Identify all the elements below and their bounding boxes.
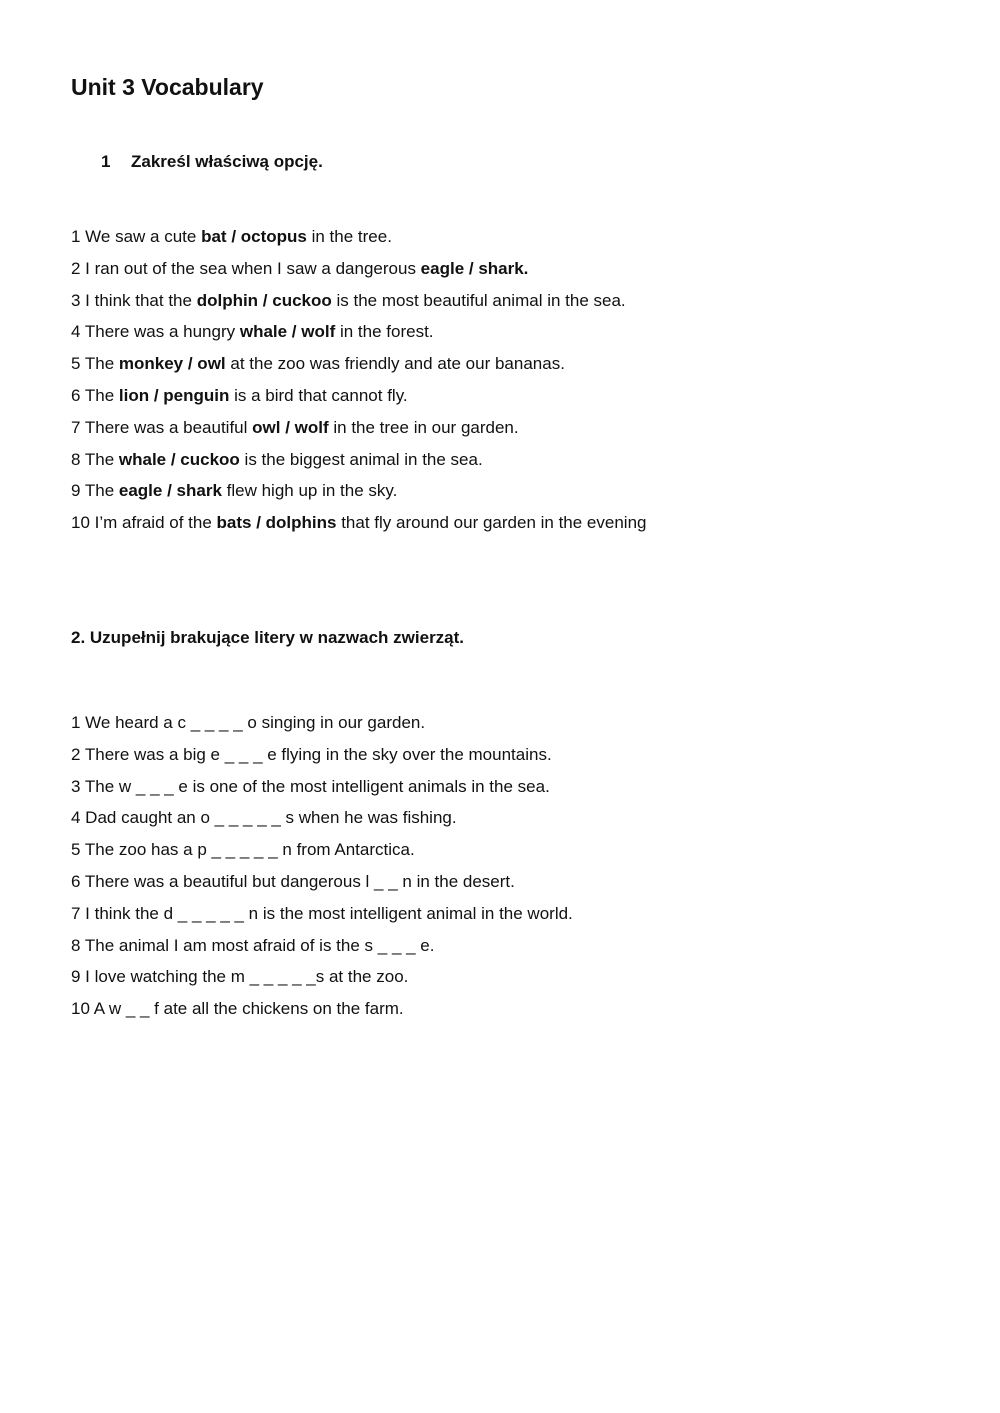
answer-options[interactable]: eagle / shark. — [420, 258, 529, 278]
answer-options[interactable]: whale / wolf — [239, 322, 336, 342]
item-text: 4 There was a hungry — [71, 322, 240, 342]
list-item — [71, 511, 646, 543]
answer-options[interactable]: monkey / owl — [118, 354, 226, 374]
answer-options[interactable]: eagle / shark — [118, 481, 222, 501]
item-text: 6 The — [71, 385, 119, 405]
item-text: in the tree in our garden. — [328, 417, 519, 437]
answer-options[interactable]: dolphin / cuckoo — [196, 290, 332, 310]
item-text: is the biggest animal in the sea. — [239, 449, 483, 469]
list-item — [71, 479, 646, 511]
exercise-2-heading: 2. Uzupełnij brakujące litery w nazwach zwierząt. — [71, 628, 465, 647]
list-item: 7 I think the d _ _ _ _ _ n is the most intelligent animal in the world. — [71, 903, 573, 923]
list-item — [71, 448, 646, 480]
exercise-1-instruction: Zakreśl właściwą opcję. — [131, 152, 323, 171]
exercise-1-heading — [101, 150, 323, 174]
list-item — [71, 289, 646, 321]
list-item: 9 I love watching the m _ _ _ _ _s at the zoo. — [71, 967, 409, 987]
exercise-1-number: 1 — [101, 152, 111, 171]
list-item: 3 The w _ _ _ e is one of the most intelligent animals in the sea. — [71, 776, 550, 796]
list-item: 10 A w _ _ f ate all the chickens on the farm. — [71, 999, 404, 1019]
item-text: 3 I think that the — [71, 290, 197, 310]
list-item — [71, 257, 646, 289]
list-item: 1 We heard a c _ _ _ _ o singing in our garden. — [71, 713, 426, 732]
answer-options[interactable]: owl / wolf — [252, 417, 329, 437]
item-text: 10 I’m afraid of the — [71, 513, 217, 533]
item-text: 2 I ran out of the sea when I saw a dangerous — [71, 258, 421, 278]
list-item: 5 The zoo has a p _ _ _ _ _ n from Antarctica. — [71, 840, 415, 860]
list-item — [71, 225, 646, 257]
list-item: 8 The animal I am most afraid of is the s _ _ _ e. — [71, 935, 435, 955]
item-text: in the tree. — [306, 227, 392, 246]
answer-options[interactable]: bat / octopus — [201, 227, 307, 246]
answer-options[interactable]: lion / penguin — [118, 385, 230, 405]
list-item — [71, 352, 646, 384]
item-text: 8 The — [71, 449, 119, 469]
list-item: 2 There was a big e _ _ _ e flying in the sky over the mountains. — [71, 744, 552, 764]
item-text: is a bird that cannot fly. — [229, 385, 408, 405]
exercise-1-list — [71, 225, 646, 543]
list-item: 4 Dad caught an o _ _ _ _ _ s when he was fishing. — [71, 808, 457, 828]
item-text: that fly around our garden in the evening — [336, 513, 647, 533]
list-item — [71, 320, 646, 352]
item-text: 7 There was a beautiful — [71, 417, 253, 437]
list-item — [71, 384, 646, 416]
item-text: in the forest. — [335, 322, 434, 342]
item-text: 1 We saw a cute — [71, 227, 202, 246]
item-text: 5 The — [71, 354, 119, 374]
exercise-2-list — [71, 711, 573, 1029]
answer-options[interactable]: bats / dolphins — [216, 513, 337, 533]
item-text: at the zoo was friendly and ate our bananas. — [225, 354, 565, 374]
item-text: flew high up in the sky. — [221, 481, 398, 501]
list-item — [71, 416, 646, 448]
item-text: is the most beautiful animal in the sea. — [331, 290, 626, 310]
item-text: 9 The — [71, 481, 119, 501]
page-title: Unit 3 Vocabulary — [71, 74, 264, 100]
answer-options[interactable]: whale / cuckoo — [118, 449, 240, 469]
list-item: 6 There was a beautiful but dangerous l _ _ n in the desert. — [71, 871, 515, 891]
